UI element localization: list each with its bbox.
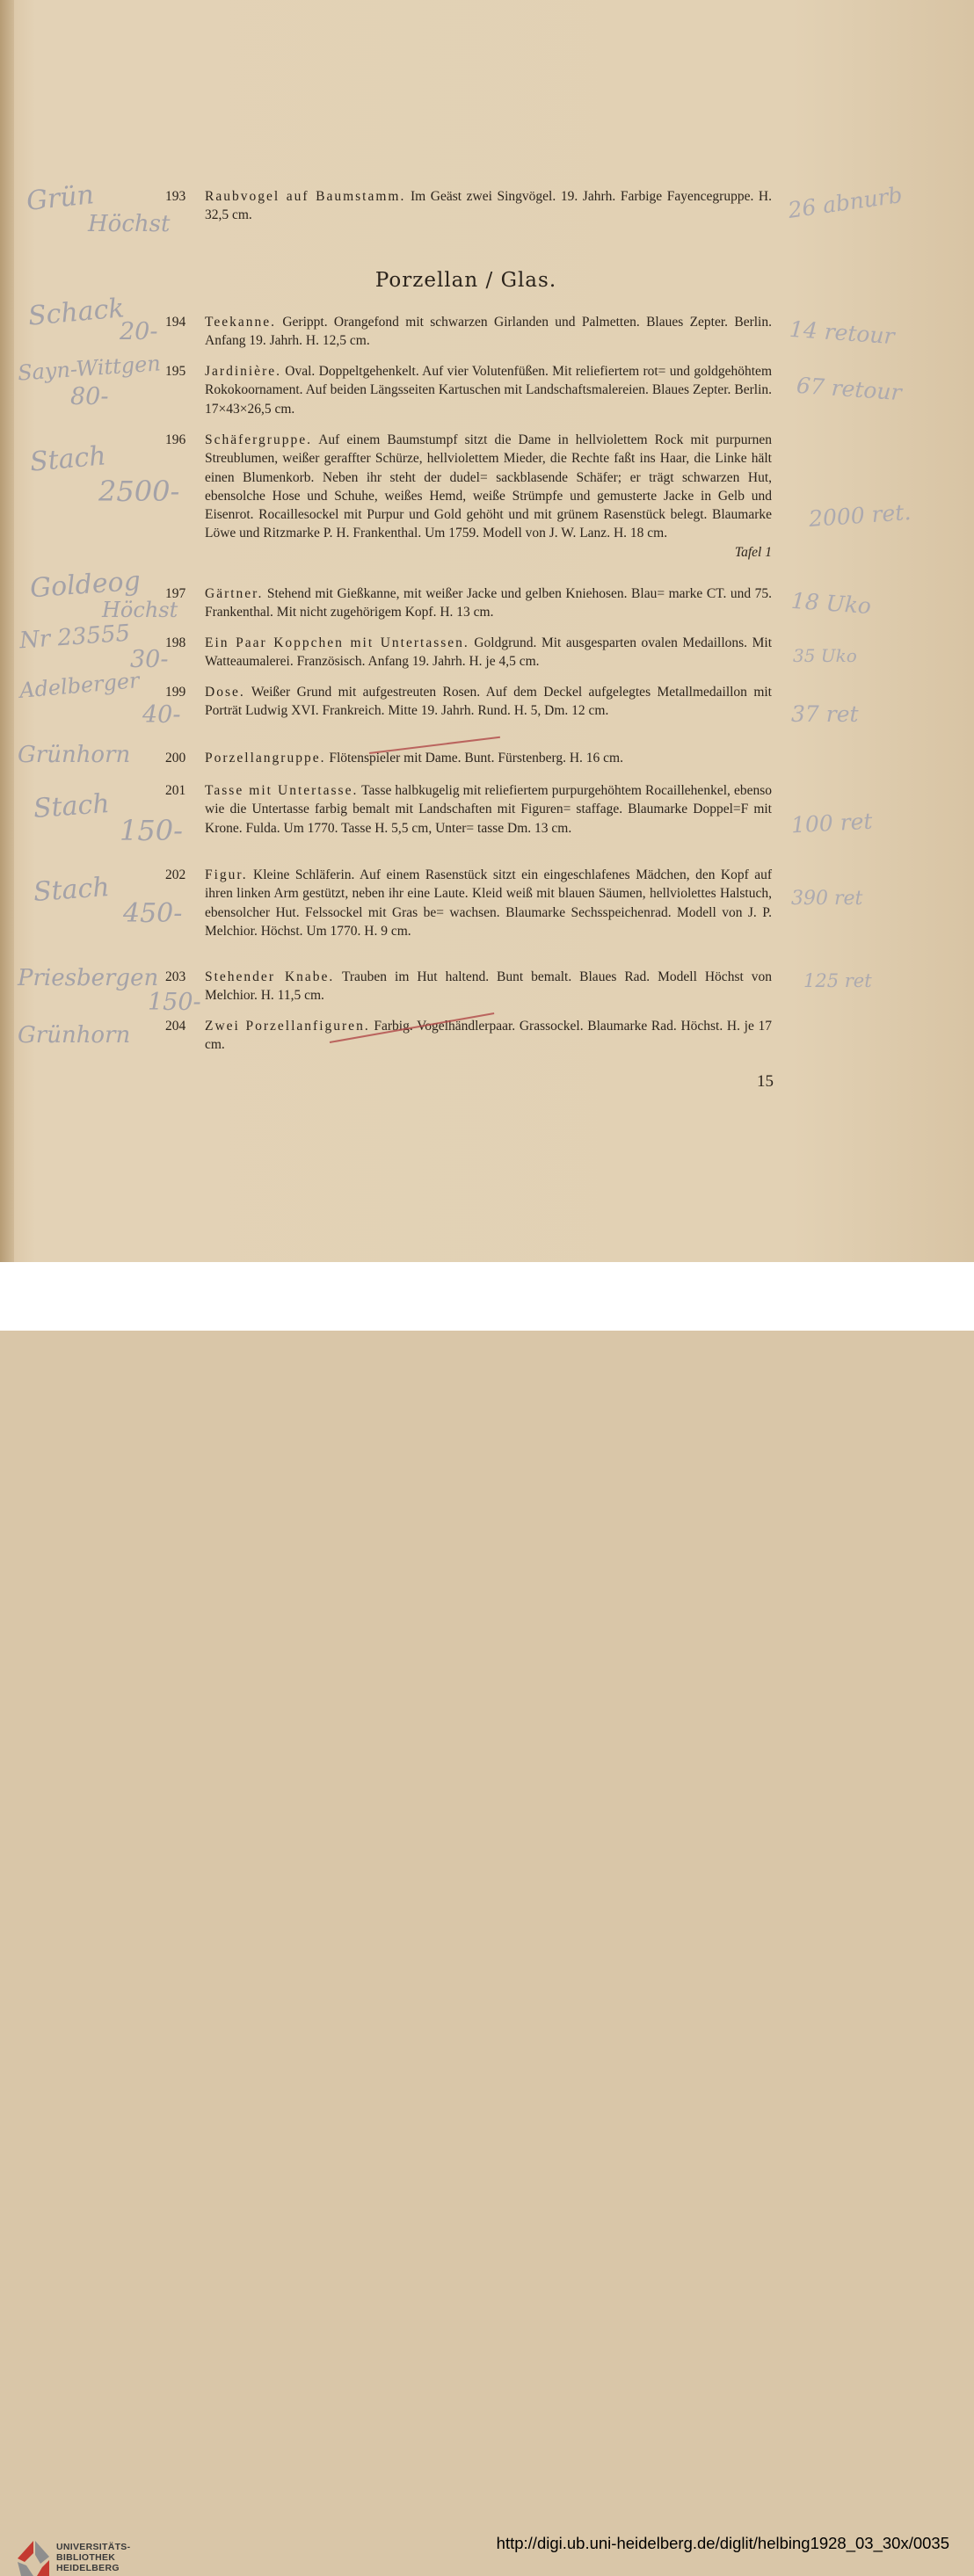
lot-number: 198 xyxy=(165,635,186,650)
handwritten-price-note: 20- xyxy=(120,318,158,345)
lot-number: 197 xyxy=(165,586,186,601)
lot-heading: Figur. xyxy=(205,867,248,882)
handwritten-result-note: 14 retour xyxy=(789,316,896,350)
handwritten-buyer-note: Grün xyxy=(25,179,96,217)
lot-heading: Ein Paar Koppchen mit Untertassen. xyxy=(205,635,469,650)
catalog-entry-196 xyxy=(165,431,772,562)
lot-number: 194 xyxy=(165,315,186,330)
handwritten-buyer-note: Höchst xyxy=(88,211,171,237)
handwritten-buyer-note: Sayn-Wittgen xyxy=(17,351,162,386)
handwritten-price-note: 150- xyxy=(120,814,183,847)
handwritten-price-note: 450- xyxy=(123,898,183,929)
handwritten-buyer-note: Stach xyxy=(28,440,107,478)
catalog-page xyxy=(0,0,974,1262)
handwritten-result-note: 390 ret xyxy=(791,888,863,910)
plate-reference: Tafel 1 xyxy=(734,544,772,560)
handwritten-result-note: 18 Uko xyxy=(790,587,872,620)
lot-heading: Porzellangruppe. xyxy=(205,751,326,766)
lot-number: 199 xyxy=(165,685,186,700)
lot-heading: Raubvogel auf Baumstamm. xyxy=(205,189,406,204)
handwritten-price-note: 2500- xyxy=(98,475,180,508)
handwritten-buyer-note: Grünhorn xyxy=(18,742,131,768)
lot-heading: Tasse mit Untertasse. xyxy=(205,783,359,798)
lot-description: Flötenspieler mit Dame. Bunt. Fürstenberg. H. 16 cm. xyxy=(325,751,623,766)
lot-description: Farbig. Vogelhändlerpaar. Grassockel. Blaumarke Rad. Höchst. H. je 17 cm. xyxy=(205,1019,773,1053)
handwritten-price-note: 40- xyxy=(142,701,181,729)
lot-number: 201 xyxy=(165,783,186,798)
handwritten-price-note: 80- xyxy=(70,383,109,410)
lot-description: Tasse halbkugelig mit reliefiertem purpurgehöhtem Rocaillehenkel, ebenso wie die Untertasse farbig bemalt mit Landschaften mit Figuren= staffage. Blaumarke Doppel=F mit Krone. Fulda. Um 1770. Tasse H. 5,5 cm, Unter= tasse Dm. 13 cm. xyxy=(205,783,772,836)
lot-description: Weißer Grund mit aufgestreuten Rosen. Auf dem Deckel aufgelegtes Metallmedaillon mit Porträt Ludwig XVI. Frankreich. Mitte 19. Jahrh. Rund. H. 5, Dm. 12 cm. xyxy=(205,685,772,719)
catalog-entry-201 xyxy=(165,781,772,838)
lot-number: 200 xyxy=(165,751,186,766)
catalog-entry-198 xyxy=(165,634,772,671)
lot-heading: Teekanne. xyxy=(205,315,277,330)
handwritten-buyer-note: Goldeog xyxy=(28,565,142,605)
library-footer xyxy=(0,1262,974,2573)
handwritten-buyer-note: Schack xyxy=(26,293,126,332)
handwritten-buyer-note: Stach xyxy=(32,788,111,824)
handwritten-buyer-note: Adelberger xyxy=(18,668,141,703)
lot-heading: Zwei Porzellanfiguren. xyxy=(205,1019,370,1034)
handwritten-buyer-note: Priesbergen xyxy=(18,965,159,991)
handwritten-price-note: 150- xyxy=(148,989,201,1016)
library-name-line: HEIDELBERG xyxy=(56,2563,120,2573)
lot-description: Trauben im Hut haltend. Bunt bemalt. Blaues Rad. Modell Höchst von Melchior. H. 11,5 cm. xyxy=(205,969,772,1004)
library-name-line: BIBLIOTHEK xyxy=(56,2552,116,2563)
lot-heading: Dose. xyxy=(205,685,245,700)
catalog-entry-197 xyxy=(165,584,772,622)
lot-number: 203 xyxy=(165,969,186,984)
lot-heading: Gärtner. xyxy=(205,586,264,601)
lot-number: 196 xyxy=(165,432,186,447)
handwritten-price-note: 30- xyxy=(130,646,169,673)
page-number: 15 xyxy=(757,1072,774,1091)
catalog-entry-202 xyxy=(165,866,772,940)
lot-number: 195 xyxy=(165,364,186,379)
handwritten-buyer-note: Nr 23555 xyxy=(18,620,132,655)
lot-number: 193 xyxy=(165,189,186,204)
catalog-entry-204 xyxy=(165,1017,772,1055)
catalog-entry-195 xyxy=(165,362,772,418)
lot-description: Stehend mit Gießkanne, mit weißer Jacke und gelben Kniehosen. Blau= marke CT. und 75. Frankenthal. Mit nicht zugehörigem Kopf. H. 13 cm. xyxy=(205,586,772,620)
lot-number: 204 xyxy=(165,1019,186,1034)
section-title: Porzellan / Glas. xyxy=(374,269,557,292)
catalog-entry-199 xyxy=(165,683,772,721)
library-name xyxy=(56,2542,130,2573)
library-name-line: UNIVERSITÄTS- xyxy=(56,2542,131,2552)
handwritten-buyer-note: Grünhorn xyxy=(18,1022,131,1049)
handwritten-result-note: 67 retour xyxy=(796,372,903,406)
lot-number: 202 xyxy=(165,867,186,882)
university-library-logo-icon xyxy=(18,2541,49,2576)
document-url-link[interactable]: http://digi.ub.uni-heidelberg.de/diglit/helbing1928_03_30x/0035 xyxy=(496,2534,949,2552)
catalog-entry-194 xyxy=(165,313,772,351)
lot-heading: Stehender Knabe. xyxy=(205,969,335,984)
lot-heading: Schäfergruppe. xyxy=(205,432,312,447)
lot-description: Goldgrund. Mit ausgesparten ovalen Medaillons. Mit Watteaumalerei. Französisch. Anfang 19. Jahrh. H. je 4,5 cm. xyxy=(205,635,772,670)
handwritten-result-note: 26 abnurb xyxy=(786,182,905,223)
handwritten-result-note: 35 Uko xyxy=(793,645,857,666)
catalog-entry-203 xyxy=(165,968,772,1005)
handwritten-result-note: 100 ret xyxy=(790,808,874,838)
catalog-entry-200 xyxy=(165,749,772,767)
handwritten-result-note: 125 ret xyxy=(803,970,872,991)
handwritten-buyer-note: Höchst xyxy=(102,598,178,622)
lot-description: Im Geäst zwei Singvögel. 19. Jahrh. Farbige Fayencegruppe. H. 32,5 cm. xyxy=(205,189,772,223)
lot-heading: Jardinière. xyxy=(205,364,281,379)
lot-description: Oval. Doppeltgehenkelt. Auf vier Volutenfüßen. Mit reliefiertem rot= und goldgehöhtem Rokokoornament. Auf beiden Längsseiten Kartuschen mit Landschaftsmalereien. Blaues Zepter. Berlin. 17×43×26,5 cm. xyxy=(205,364,772,417)
lot-description: Auf einem Baumstumpf sitzt die Dame in hellviolettem Rock mit purpurnen Streublumen, weißer geraffter Schürze, hellviolettem Mieder, die Rechte faßt ins Haar, die Linke hält einen Blumenkorb. Neben ihr steht der dudel= sackblasende Schäfer; er trägt schwarzen Hut, ebensolche Hose und Schuhe, weißes Hemd, weiße Strümpfe und gemusterte Jacke in Gelb und Eisenrot. Rocaillesockel mit Purpur und Gold gehöht und mit grünem Rasenstück belegt. Blaumarke Löwe und Ritzmarke P. H. Frankenthal. Um 1759. Modell von J. W. Lanz. H. 18 cm. xyxy=(205,432,772,541)
handwritten-result-note: 37 ret xyxy=(791,701,859,727)
lot-description: Kleine Schläferin. Auf einem Rasenstück sitzt ein eingeschlafenes Mädchen, den Kopf auf ihren linken Arm gestützt, neben ihr eine Laute. Kleid weiß mit blauen Säumen, hellviolettes Halstuch, ebensolcher Hut. Felssockel mit Gras be= wachsen. Blaumarke Sechsspeichenrad. Modell von J. P. Melchior. Höchst. Um 1770. H. 9 cm. xyxy=(205,867,772,939)
lot-description: Gerippt. Orangefond mit schwarzen Girlanden und Palmetten. Blaues Zepter. Berlin. Anfang 19. Jahrh. H. 12,5 cm. xyxy=(205,315,772,349)
catalog-entry-193 xyxy=(165,187,772,225)
handwritten-buyer-note: Stach xyxy=(32,872,111,908)
handwritten-result-note: 2000 ret. xyxy=(808,498,912,533)
page-binding-edge xyxy=(0,0,14,1262)
